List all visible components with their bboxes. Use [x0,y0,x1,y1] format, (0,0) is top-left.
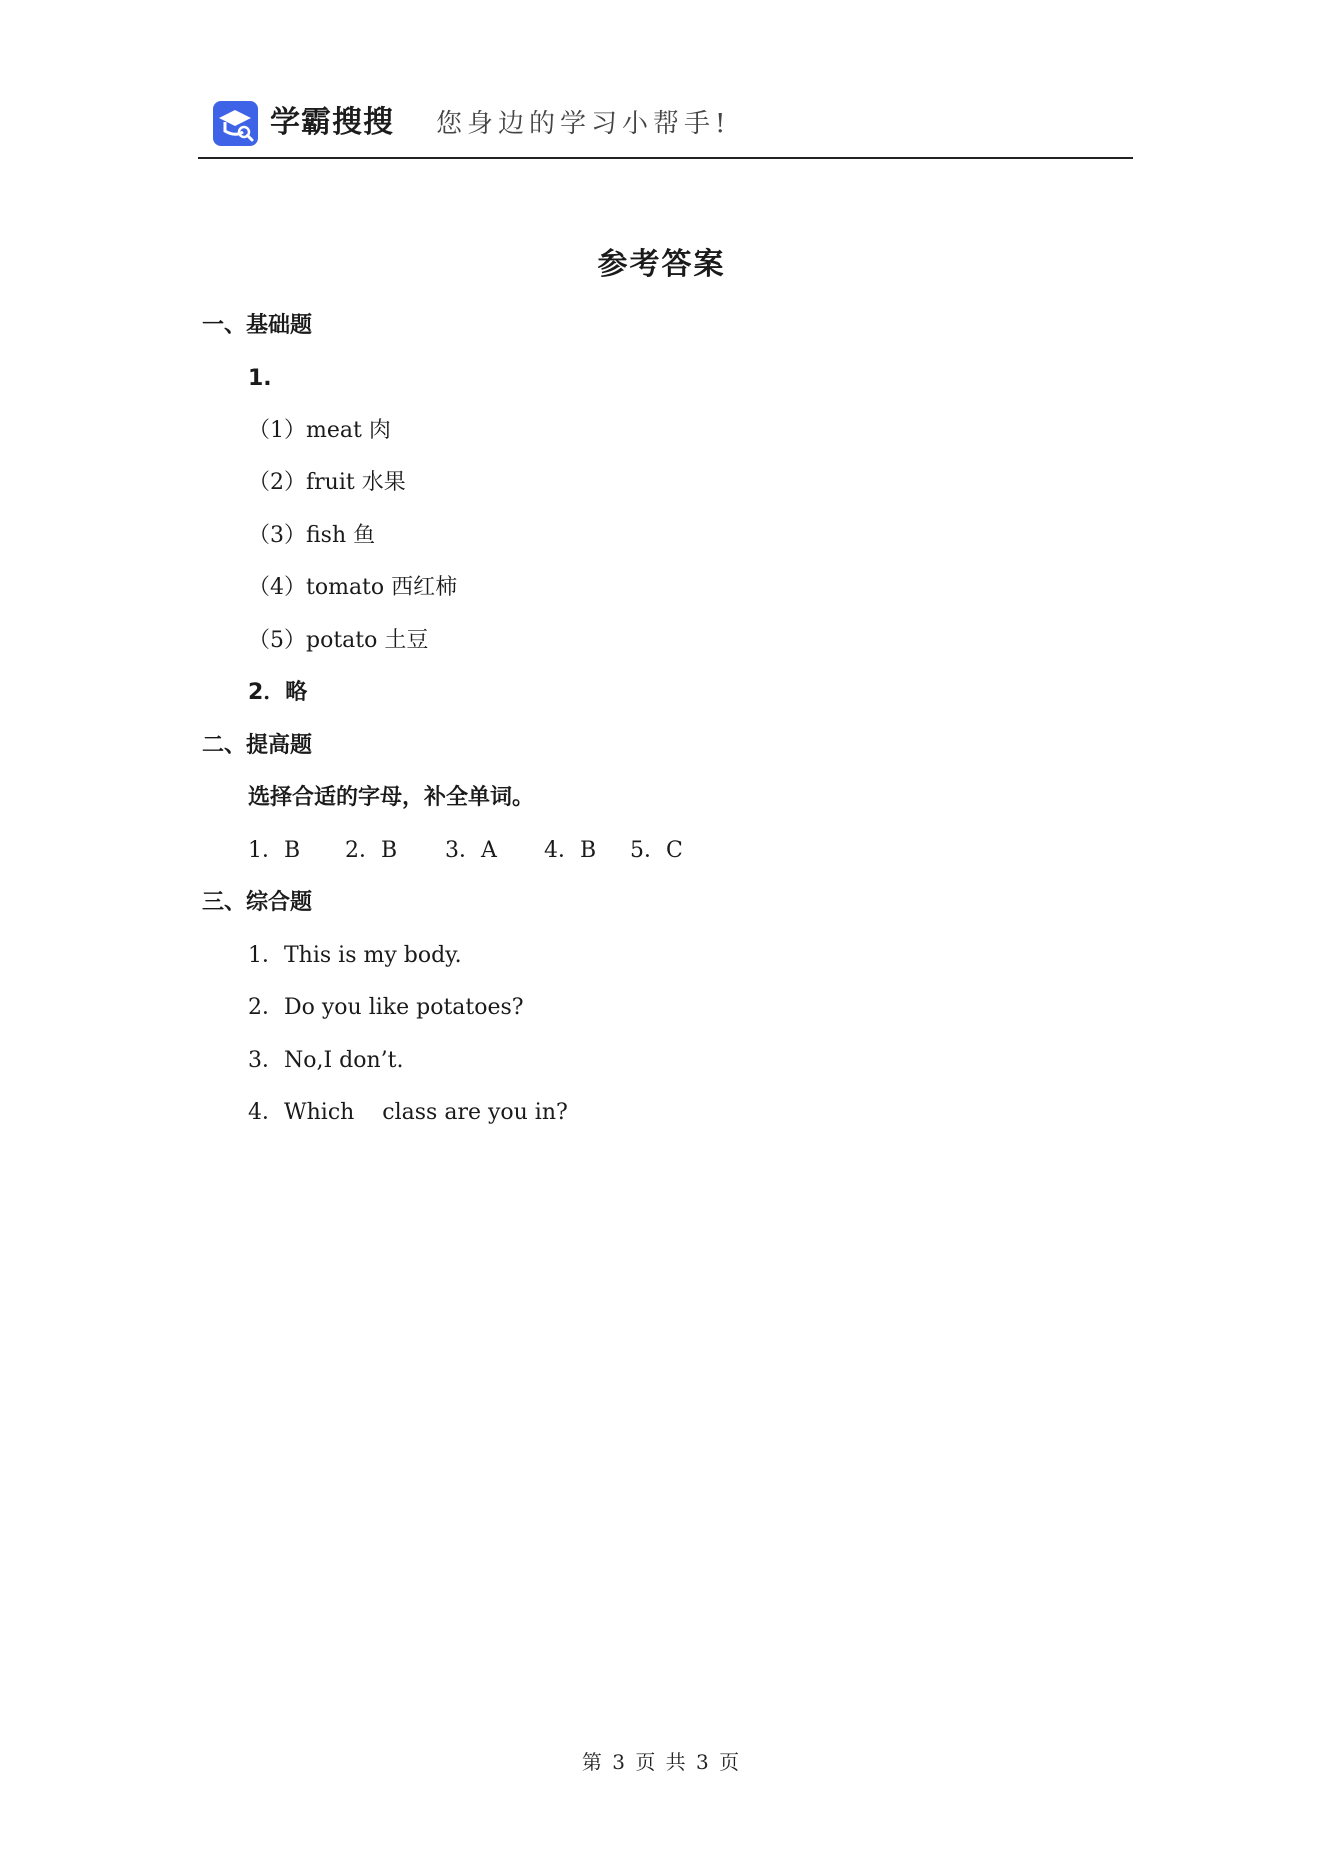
section-heading-basic: 一、基础题 [202,313,313,338]
question-1-label: 1. [248,366,272,391]
answer-item: （2）fruit 水果 [248,470,406,495]
choice-answer: 5．C [630,838,683,863]
graduation-cap-search-icon [213,101,258,146]
choice-answer: 1．B [248,838,301,863]
sentence-answer: 3．No,I don’t. [248,1048,404,1073]
answer-item: （4）tomato 西红柿 [248,575,458,600]
section-2-instruction: 选择合适的字母，补全单词。 [248,785,535,810]
brand-slogan: 您身边的学习小帮手! [436,109,731,139]
answer-item: （1）meat 肉 [248,418,391,443]
section-heading-advanced: 二、提高题 [202,733,313,758]
choice-answer: 4．B [544,838,597,863]
sentence-answer: 1．This is my body. [248,943,462,968]
sentence-answer: 2．Do you like potatoes? [248,995,524,1020]
page-header [198,98,1133,160]
header-divider [198,157,1133,159]
choice-answer: 3．A [445,838,497,863]
choice-answers-row [248,836,683,866]
choice-answer: 2．B [345,838,398,863]
brand-name: 学霸搜搜 [270,105,394,140]
section-heading-comprehensive: 三、综合题 [202,890,313,915]
answer-item: （3）fish 鱼 [248,523,376,548]
page-title: 参考答案 [597,247,726,282]
page-number-footer: 第 3 页 共 3 页 [581,1750,742,1774]
answer-item: （5）potato 土豆 [248,628,429,653]
question-2-answer: 2．略 [248,680,308,705]
sentence-answer: 4．Which class are you in? [248,1100,568,1125]
